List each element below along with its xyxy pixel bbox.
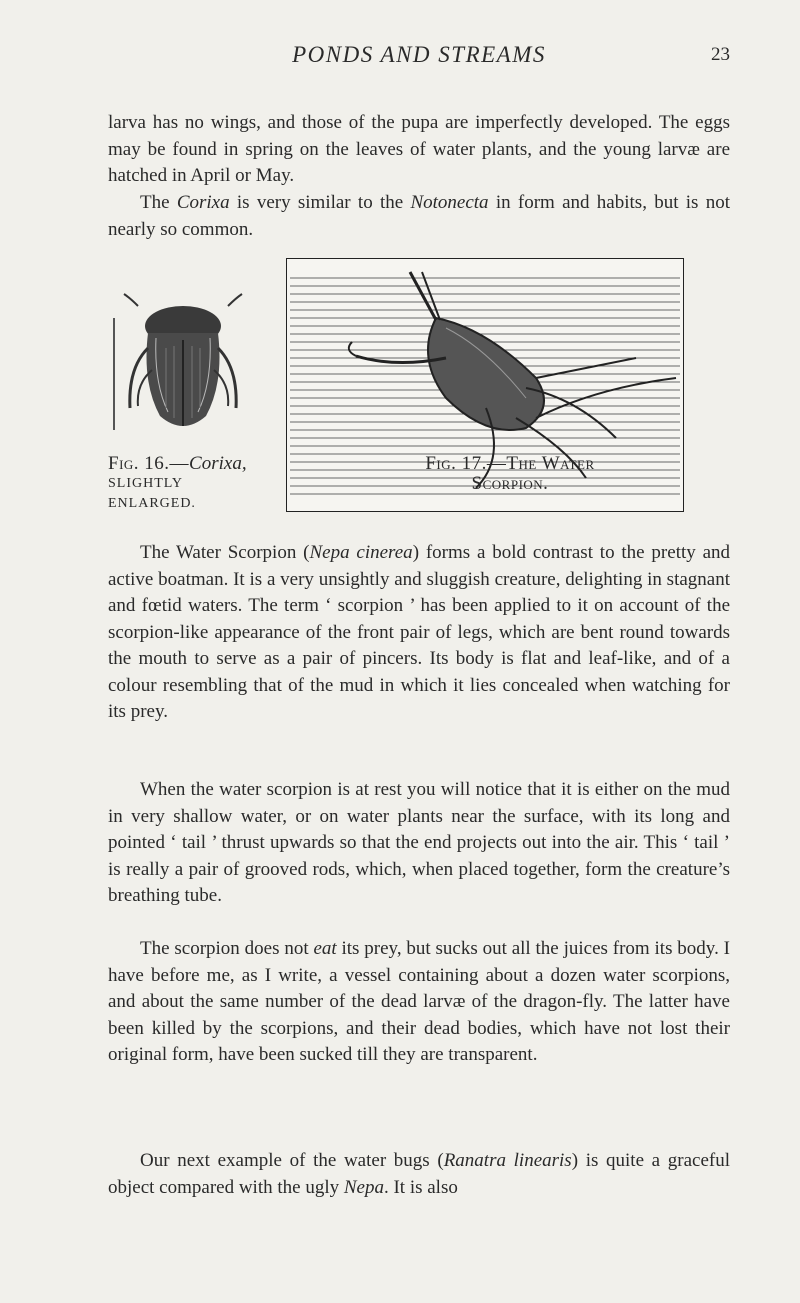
paragraph-1: larva has no wings, and those of the pupa are imperfectly developed. The eggs may be found in spring on the leaves of water plants, and the young larvæ are hatched in April or May. xyxy=(108,112,730,186)
paragraph-4: When the water scorpion is at rest you will notice that it is either on the mud in very shallow water, or on water plants near the surface, with its long and pointed ‘ tail ’ thrust upwards so that the end projects out into the air. This ‘ tail ’ is really a pair of grooved rods, which, when placed together, form the creature’s breathing tube. xyxy=(108,779,730,906)
page-number: 23 xyxy=(711,44,730,65)
figure-16-caption: Fig. 16.—Corixa, SLIGHTLY ENLARGED. xyxy=(108,453,247,511)
paragraph-3: The Water Scorpion (Nepa cinerea) forms a bold contrast to the pretty and active boatman. It is a very unsightly and sluggish creature, delighting in stagnant and fœtid waters. The term ‘ scorpion ’ has been applied to it on account of the scorpion-like appearance of the front pair of legs, which are bent round towards the mouth to serve as a pair of pincers. Its body is flat and leaf-like, and of a colour resembling that of the mud in which it lies concealed when watching for its prey. xyxy=(108,542,731,722)
corixa-illustration xyxy=(108,288,258,438)
running-head: PONDS AND STREAMS xyxy=(292,42,546,67)
figures-area xyxy=(108,258,730,528)
paragraph-2: The Corixa is very similar to the Notonecta in form and habits, but is not nearly so common. xyxy=(108,192,730,240)
paragraph-6: Our next example of the water bugs (Ranatra linearis) is quite a graceful object compared with the ugly Nepa. It is also xyxy=(108,1150,730,1198)
paragraph-5: The scorpion does not eat its prey, but sucks out all the juices from its body. I have before me, as I write, a vessel containing about a dozen water scorpions, and about the same number of the dead larvæ of the dragon-fly. The latter have been killed by the scorpions, and their dead bodies, which have not lost their original form, have been sucked till they are transparent. xyxy=(108,938,730,1065)
figure-17-caption: Fig. 17.—The Water Scorpion. xyxy=(425,453,595,494)
page-header xyxy=(108,42,730,82)
